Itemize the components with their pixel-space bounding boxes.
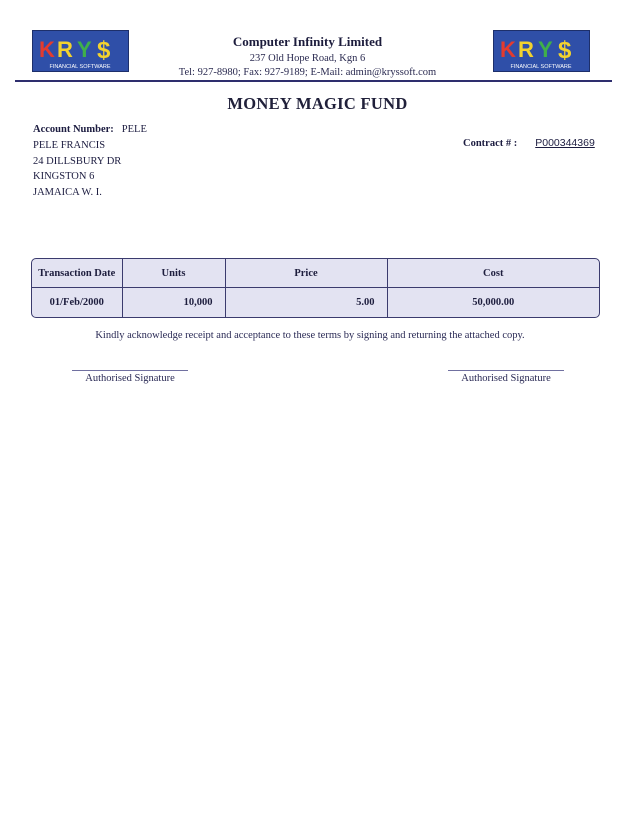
cell-units: 10,000 — [122, 288, 225, 318]
company-address: 237 Old Hope Road, Kgn 6 — [249, 53, 366, 64]
company-logo-left — [32, 30, 129, 72]
cell-price: 5.00 — [225, 288, 387, 318]
address-line-1: 24 DILLSBURY DR — [33, 155, 122, 167]
header-units: Units — [122, 259, 225, 288]
header-divider — [15, 80, 612, 82]
svg-text:$: $ — [97, 37, 111, 64]
table-header-row — [32, 259, 599, 288]
cell-cost: 50,000.00 — [472, 297, 515, 308]
svg-text:R: R — [57, 37, 73, 62]
cell-transaction-date: 01/Feb/2000 — [32, 288, 122, 318]
transaction-table — [31, 258, 600, 318]
company-header — [130, 34, 485, 78]
svg-text:R: R — [518, 37, 534, 62]
address-line-2: KINGSTON 6 — [33, 171, 95, 182]
signature-line-right: Authorised Signature — [448, 370, 564, 384]
acknowledgement-text: Kindly acknowledge receipt and acceptance to these terms by signing and returning the attached copy. — [95, 330, 525, 341]
svg-text:Y: Y — [77, 37, 92, 62]
company-name: Computer Infinity Limited — [232, 34, 383, 49]
document-title: MONEY MAGIC FUND — [227, 94, 408, 113]
contract-number — [463, 137, 595, 149]
svg-text:FINANCIAL SOFTWARE: FINANCIAL SOFTWARE — [49, 64, 111, 70]
svg-text:K: K — [39, 37, 55, 62]
company-contact: Tel: 927-8980; Fax: 927-9189; E-Mail: admin@kryssoft.com — [178, 67, 437, 78]
header-cost: Cost — [387, 259, 599, 288]
contract-label: Contract # : — [463, 138, 518, 149]
svg-text:FINANCIAL SOFTWARE: FINANCIAL SOFTWARE — [510, 64, 572, 70]
contract-value: P000344369 — [535, 137, 595, 149]
header-price: Price — [225, 259, 387, 288]
account-address-block — [33, 138, 121, 200]
header-transaction-date: Transaction Date — [32, 259, 122, 288]
account-name: PELE FRANCIS — [33, 140, 106, 151]
signature-line-left: Authorised Signature — [72, 370, 188, 384]
svg-text:Y: Y — [538, 37, 553, 62]
address-line-3: JAMAICA W. I. — [33, 186, 102, 198]
svg-text:K: K — [500, 37, 516, 62]
account-number-value: PELE — [121, 124, 147, 135]
account-number — [33, 124, 147, 135]
company-logo-right — [493, 30, 590, 72]
svg-text:$: $ — [558, 37, 572, 64]
account-number-label: Account Number: — [33, 124, 114, 135]
table-row — [32, 288, 599, 318]
